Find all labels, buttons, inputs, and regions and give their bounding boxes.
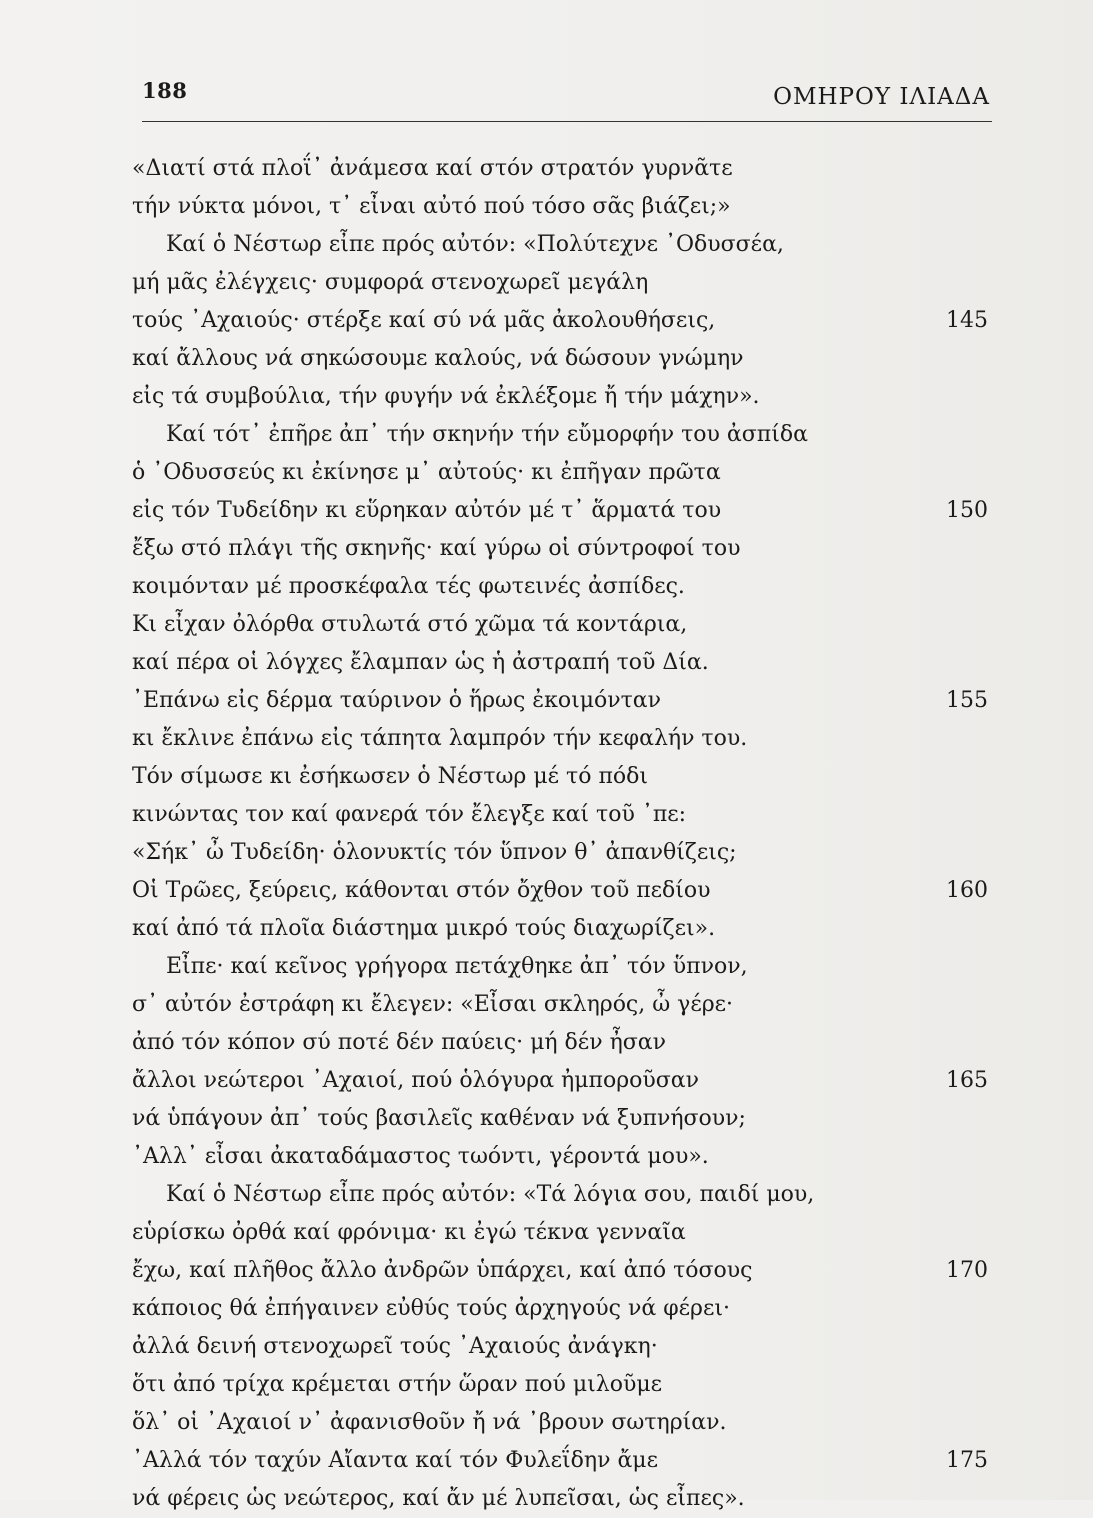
verse-line: [132, 1480, 992, 1518]
verse-line-text: Καί ὁ Νέστωρ εἶπε πρός αὐτόν: «Πολύτεχνε ᾽Οδυσσέα,: [166, 232, 784, 257]
verse-line-text: τήν νύκτα μόνοι, τ᾽ εἶναι αὐτό πού τόσο σᾶς βιάζει;»: [132, 194, 731, 219]
verse-line: [132, 758, 992, 796]
verse-line-text: κι ἔκλινε ἐπάνω εἰς τάπητα λαμπρόν τήν κεφαλήν του.: [132, 726, 748, 751]
verse-line-text: νά φέρεις ὡς νεώτερος, καί ἄν μέ λυπεῖσαι, ὡς εἶπες».: [132, 1486, 745, 1511]
verse-line: [132, 1138, 992, 1176]
verse-line: [132, 1404, 992, 1442]
verse-line: [132, 1366, 992, 1404]
verse-line-text: κοιμόνταν μέ προσκέφαλα τές φωτεινές ἀσπίδες.: [132, 574, 685, 599]
line-number: 150: [946, 498, 988, 523]
verse-line-text: Καί ὁ Νέστωρ εἶπε πρός αὐτόν: «Τά λόγια σου, παιδί μου,: [166, 1182, 815, 1207]
verse-line: [132, 568, 992, 606]
verse-line: [132, 454, 992, 492]
verse-line-text: ᾽Επάνω εἰς δέρμα ταύρινον ὁ ἥρως ἐκοιμόνταν: [132, 688, 662, 713]
verse-line: [132, 834, 992, 872]
verse-line: [132, 226, 992, 264]
verse-line: [132, 1328, 992, 1366]
line-number: 170: [946, 1258, 988, 1283]
running-title: ΟΜΗΡΟΥ ΙΛΙΑΔΑ: [773, 84, 990, 110]
verse-line-text: ὅλ᾽ οἱ ᾽Αχαιοί ν᾽ ἀφανισθοῦν ἤ νά ᾽βρουν σωτηρίαν.: [132, 1410, 727, 1435]
verse-line-text: ἀλλά δεινή στενοχωρεῖ τούς ᾽Αχαιούς ἀνάγκη·: [132, 1334, 658, 1359]
verse-text: [132, 150, 992, 1518]
verse-line: [132, 1100, 992, 1138]
verse-line: [132, 644, 992, 682]
verse-line-text: ἔχω, καί πλῆθος ἄλλο ἀνδρῶν ὑπάρχει, καί ἀπό τόσους: [132, 1258, 753, 1283]
line-number: 175: [946, 1448, 988, 1473]
verse-line: [132, 302, 992, 340]
verse-line: [132, 150, 992, 188]
verse-line-text: Οἱ Τρῶες, ξεύρεις, κάθονται στόν ὄχθον τοῦ πεδίου: [132, 878, 711, 903]
verse-line-text: Τόν σίμωσε κι ἐσήκωσεν ὁ Νέστωρ μέ τό πόδι: [132, 764, 649, 789]
line-number: 145: [946, 308, 988, 333]
verse-line-text: κάποιος θά ἐπήγαινεν εὐθύς τούς ἀρχηγούς νά φέρει·: [132, 1296, 730, 1321]
verse-line: [132, 948, 992, 986]
verse-line-text: καί πέρα οἱ λόγχες ἔλαμπαν ὡς ἡ ἀστραπή τοῦ Δία.: [132, 650, 709, 675]
verse-line-text: εἰς τόν Τυδείδην κι εὕρηκαν αὐτόν μέ τ᾽ ἅρματά του: [132, 498, 722, 523]
verse-line: [132, 416, 992, 454]
verse-line: [132, 720, 992, 758]
verse-line: [132, 530, 992, 568]
verse-line-text: εἰς τά συμβούλια, τήν φυγήν νά ἐκλέξομε ἤ τήν μάχην».: [132, 384, 760, 409]
verse-line: [132, 986, 992, 1024]
verse-line: [132, 682, 992, 720]
verse-line: [132, 1290, 992, 1328]
verse-line: [132, 1024, 992, 1062]
verse-line: [132, 872, 992, 910]
verse-line: [132, 492, 992, 530]
verse-line-text: ὁ ᾽Οδυσσεύς κι ἐκίνησε μ᾽ αὐτούς· κι ἐπῆγαν πρῶτα: [132, 460, 721, 485]
verse-line: [132, 188, 992, 226]
verse-line-text: εὑρίσκω ὀρθά καί φρόνιμα· κι ἐγώ τέκνα γενναῖα: [132, 1220, 686, 1245]
verse-line-text: ὅτι ἀπό τρίχα κρέμεται στήν ὥραν πού μιλοῦμε: [132, 1372, 663, 1397]
verse-line-text: νά ὑπάγουν ἀπ᾽ τούς βασιλεῖς καθέναν νά ξυπνήσουν;: [132, 1106, 746, 1131]
verse-line-text: Εἶπε· καί κεῖνος γρήγορα πετάχθηκε ἀπ᾽ τόν ὕπνον,: [166, 954, 748, 979]
verse-line: [132, 1442, 992, 1480]
verse-line-text: Κι εἶχαν ὀλόρθα στυλωτά στό χῶμα τά κοντάρια,: [132, 612, 688, 637]
verse-line: [132, 340, 992, 378]
verse-line-text: «Σήκ᾽ ὦ Τυδείδη· ὁλονυκτίς τόν ὕπνον θ᾽ ἀπανθίζεις;: [132, 840, 737, 865]
page-number: 188: [142, 78, 188, 103]
line-number: 155: [946, 688, 988, 713]
verse-line: [132, 378, 992, 416]
verse-line: [132, 1062, 992, 1100]
page-header: [142, 78, 992, 118]
verse-line-text: καί ἄλλους νά σηκώσουμε καλούς, νά δώσουν γνώμην: [132, 346, 744, 371]
verse-line: [132, 910, 992, 948]
verse-line-text: ᾽Αλλά τόν ταχύν Αἴαντα καί τόν Φυλεΐδην ἄμε: [132, 1448, 659, 1473]
line-number: 165: [946, 1068, 988, 1093]
verse-line-text: καί ἀπό τά πλοῖα διάστημα μικρό τούς διαχωρίζει».: [132, 916, 716, 941]
verse-line-text: σ᾽ αὐτόν ἐστράφη κι ἔλεγεν: «Εἶσαι σκληρός, ὦ γέρε·: [132, 992, 734, 1017]
verse-line-text: τούς ᾽Αχαιούς· στέρξε καί σύ νά μᾶς ἀκολουθήσεις,: [132, 308, 716, 333]
verse-line-text: Καί τότ᾽ ἐπῆρε ἀπ᾽ τήν σκηνήν τήν εὔμορφήν του ἀσπίδα: [166, 422, 808, 447]
verse-line: [132, 796, 992, 834]
verse-line-text: ἔξω στό πλάγι τῆς σκηνῆς· καί γύρω οἱ σύντροφοί του: [132, 536, 741, 561]
verse-line-text: ἀπό τόν κόπον σύ ποτέ δέν παύεις· μή δέν ἦσαν: [132, 1030, 666, 1055]
verse-line-text: ἄλλοι νεώτεροι ᾽Αχαιοί, πού ὁλόγυρα ἠμποροῦσαν: [132, 1068, 700, 1093]
verse-line: [132, 606, 992, 644]
verse-line: [132, 1252, 992, 1290]
header-rule: [142, 121, 992, 122]
verse-line: [132, 1176, 992, 1214]
line-number: 160: [946, 878, 988, 903]
verse-line: [132, 1214, 992, 1252]
verse-line-text: ᾽Αλλ᾽ εἶσαι ἀκαταδάμαστος τωόντι, γέροντά μου».: [132, 1144, 709, 1169]
verse-line: [132, 264, 992, 302]
verse-line-text: «Διατί στά πλοΐ᾽ ἀνάμεσα καί στόν στρατόν γυρνᾶτε: [132, 156, 733, 181]
verse-line-text: μή μᾶς ἐλέγχεις· συμφορά στενοχωρεῖ μεγάλη: [132, 270, 649, 295]
verse-line-text: κινώντας τον καί φανερά τόν ἔλεγξε καί τοῦ ᾽πε:: [132, 802, 687, 827]
